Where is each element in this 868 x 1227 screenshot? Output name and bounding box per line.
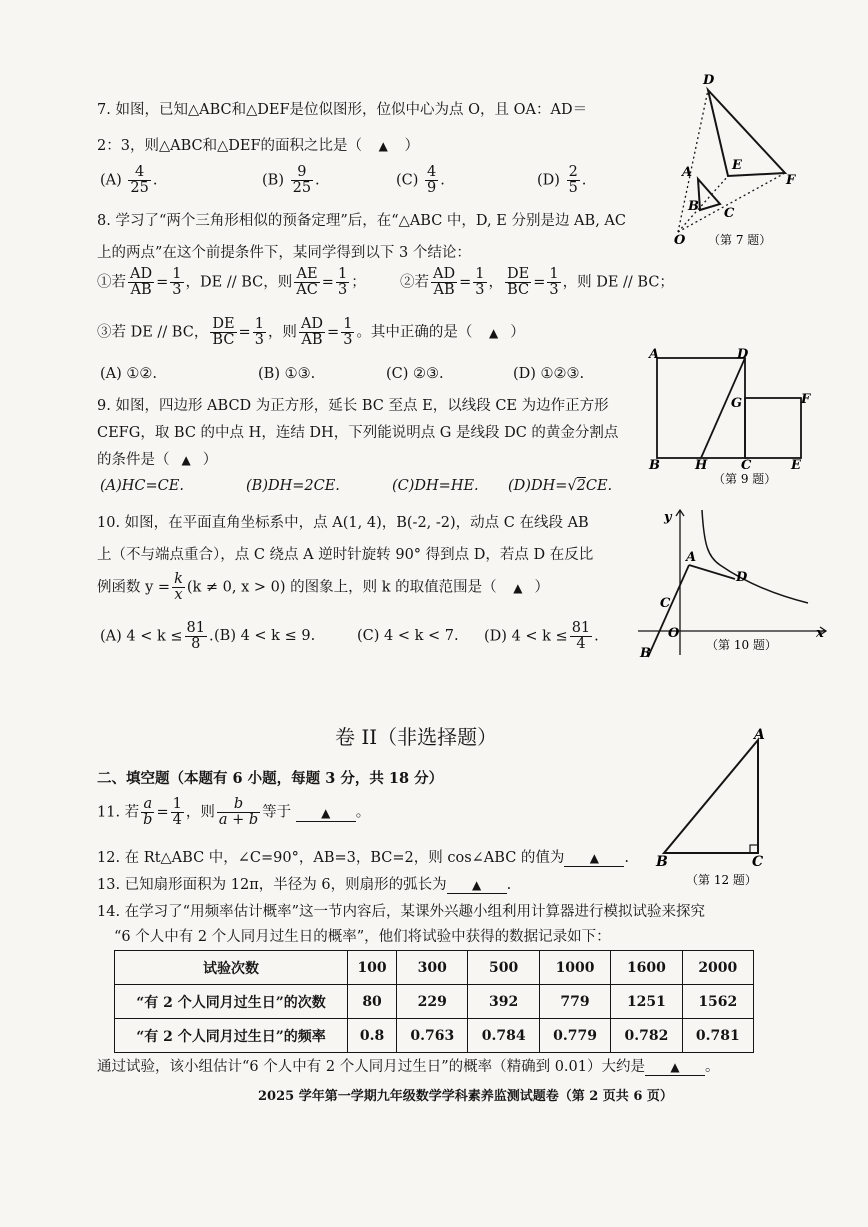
table-cell: 100	[348, 951, 397, 985]
q10-option-b: (B) 4 < k ≤ 9.	[214, 628, 316, 644]
q10-option-c: (C) 4 < k < 7.	[357, 628, 459, 644]
label-d: D	[736, 570, 748, 585]
q7-line2: 2：3，则△ABC和△DEF的面积之比是（ ▲ ）	[97, 138, 419, 154]
answer-marker: ▲	[321, 805, 331, 820]
figure-q9-caption: （第 9 题）	[713, 472, 777, 486]
label-c: C	[752, 854, 764, 870]
q8-line1: 8. 学习了“两个三角形相似的预备定理”后，在“△ABC 中，D, E 分别是边 AB, AC	[97, 213, 626, 229]
page-footer: 2025 学年第一学期九年级数学学科素养监测试题卷（第 2 页共 6 页）	[258, 1089, 673, 1104]
q11: 11. 若 $\frac{a}{b}$ = $\frac{1}{4}$ ，则 $\frac{b}{a + b}$ 等于 ▲ 。	[97, 796, 371, 829]
q14-line2: “6 个人中有 2 个人同月过生日的概率”，他们将试验中获得的数据记录如下：	[114, 929, 611, 945]
answer-marker: ▲	[471, 878, 482, 892]
label-d: D	[737, 347, 749, 362]
q10-line3: 例函数 y = $\frac{k}{x}$ (k ≠ 0, x > 0) 的图象上，则 k 的取值范围是（ ▲ ）	[97, 571, 549, 604]
q9-option-d: (D)DH=√2CE.	[508, 478, 613, 494]
table-cell: 300	[397, 951, 468, 985]
q14-line1: 14. 在学习了“用频率估计概率”这一节内容后，某课外兴趣小组利用计算器进行模拟试验来探究	[97, 904, 705, 920]
q9-line2: CEFG，取 BC 的中点 H，连结 DH，下列能说明点 G 是线段 DC 的黄金分割点	[97, 425, 619, 441]
figure-q7-caption: （第 7 题）	[708, 233, 772, 247]
label-g: G	[731, 396, 743, 411]
q8-conclusion-2: ②若 $\frac{AD}{AB}$ = $\frac{1}{3}$ ， $\frac{DE}{BC}$ = $\frac{1}{3}$ ，则 DE // BC；	[400, 266, 674, 299]
q7-line1: 7. 如图，已知△ABC和△DEF是位似图形，位似中心为点 O，且 OA：AD＝	[97, 102, 588, 118]
q9-line1: 9. 如图，四边形 ABCD 为正方形，延长 BC 至点 E，以线段 CE 为边作正方形	[97, 398, 609, 414]
label-b: B	[688, 199, 699, 214]
table-cell: 1251	[611, 985, 682, 1019]
label-b: B	[649, 458, 660, 473]
label-o: O	[674, 233, 686, 248]
figure-q12	[650, 725, 780, 890]
answer-marker: ▲	[378, 139, 388, 153]
section-heading: 二、填空题（本题有 6 小题，每题 3 分，共 18 分）	[97, 770, 444, 787]
q12: 12. 在 Rt△ABC 中，∠C=90°，AB=3，BC=2，则 cos∠ABC 的值为 ▲ .	[97, 850, 630, 866]
table-cell: 1600	[611, 951, 682, 985]
q7-option-c: (C) $\frac{4}{9}$ .	[396, 164, 445, 197]
answer-marker: ▲	[489, 325, 499, 340]
table-cell: 0.784	[468, 1019, 539, 1053]
label-o: O	[668, 626, 680, 641]
label-x: x	[816, 626, 824, 641]
q10-option-a: (A) 4 < k ≤ $\frac{81}{8}$ .	[100, 620, 214, 653]
figure-q10-caption: （第 10 题）	[706, 638, 777, 652]
label-c: C	[741, 458, 752, 473]
figure-q10	[636, 505, 832, 665]
q8-conclusion-3: ③若 DE // BC， $\frac{DE}{BC}$ = $\frac{1}{3}$ ，则 $\frac{AD}{AB}$ = $\frac{1}{3}$ 。其中正确的是（ ▲ ）	[97, 316, 525, 349]
table-cell: “有 2 个人同月过生日”的频率	[115, 1019, 348, 1053]
label-a: A	[686, 550, 697, 565]
table-cell: 80	[348, 985, 397, 1019]
table-cell: 0.779	[539, 1019, 610, 1053]
q9-option-a: (A)HC=CE.	[100, 478, 184, 494]
figure-q7	[670, 68, 810, 248]
answer-marker: ▲	[670, 1060, 680, 1074]
label-c: C	[724, 206, 735, 221]
label-a: A	[649, 347, 660, 362]
label-c: C	[660, 596, 671, 611]
table-cell: 1000	[539, 951, 610, 985]
table-cell: 0.782	[611, 1019, 682, 1053]
label-d: D	[703, 73, 715, 88]
table-cell: 229	[397, 985, 468, 1019]
q8-option-d: (D) ①②③.	[513, 366, 585, 382]
table-cell: 500	[468, 951, 539, 985]
figure-q12-caption: （第 12 题）	[686, 873, 757, 887]
label-b: B	[640, 646, 651, 661]
q8-line2: 上的两点”在这个前提条件下，某同学得到以下 3 个结论：	[97, 245, 471, 261]
table-row	[115, 985, 754, 1019]
table-cell: “有 2 个人同月过生日”的次数	[115, 985, 348, 1019]
table-cell: 0.763	[397, 1019, 468, 1053]
table-row	[115, 951, 754, 985]
answer-marker: ▲	[589, 851, 600, 865]
q8-option-c: (C) ②③.	[386, 366, 444, 382]
q10-line1: 10. 如图，在平面直角坐标系中，点 A(1, 4)，B(-2, -2)，动点 C 在线段 AB	[97, 515, 589, 531]
label-f: F	[801, 392, 811, 407]
q8-option-a: (A) ①②.	[100, 366, 158, 382]
label-a: A	[682, 165, 693, 180]
answer-marker: ▲	[181, 453, 191, 467]
label-y: y	[664, 510, 672, 525]
table-cell: 392	[468, 985, 539, 1019]
q9-option-c: (C)DH=HE.	[392, 478, 479, 494]
q9-option-b: (B)DH=2CE.	[246, 478, 340, 494]
q14-conclusion: 通过试验，该小组估计“6 个人中有 2 个人同月过生日”的概率（精确到 0.01）大约是 ▲ 。	[97, 1059, 720, 1075]
q8-option-b: (B) ①③.	[258, 366, 316, 382]
q7-option-d: (D) $\frac{2}{5}$ .	[537, 164, 587, 197]
q8-conclusion-1: ①若 $\frac{AD}{AB}$ = $\frac{1}{3}$ ，DE // BC，则 $\frac{AE}{AC}$ = $\frac{1}{3}$ ；	[97, 266, 366, 299]
table-cell: 2000	[682, 951, 753, 985]
frequency-table	[114, 950, 754, 1053]
q10-line2: 上（不与端点重合），点 C 绕点 A 逆时针旋转 90° 得到点 D，若点 D 在反比	[97, 547, 594, 563]
label-e: E	[732, 158, 742, 173]
table-cell: 779	[539, 985, 610, 1019]
label-b: B	[656, 854, 668, 870]
q13: 13. 已知扇形面积为 12π，半径为 6，则扇形的弧长为 ▲ .	[97, 877, 512, 893]
label-f: F	[786, 173, 796, 188]
q9-line3: 的条件是（ ▲ ）	[97, 452, 218, 468]
q7-option-b: (B) $\frac{9}{25}$ .	[262, 164, 320, 197]
q7-option-a: (A) $\frac{4}{25}$ .	[100, 164, 158, 197]
answer-marker: ▲	[513, 580, 523, 595]
table-row	[115, 1019, 754, 1053]
label-h: H	[695, 458, 708, 473]
figure-q9	[645, 345, 820, 490]
label-a: A	[754, 727, 765, 743]
part2-title: 卷 II（非选择题）	[335, 725, 498, 749]
table-cell: 0.781	[682, 1019, 753, 1053]
table-cell: 1562	[682, 985, 753, 1019]
label-e: E	[791, 458, 801, 473]
table-cell: 0.8	[348, 1019, 397, 1053]
table-cell: 试验次数	[115, 951, 348, 985]
q10-option-d: (D) 4 < k ≤ $\frac{81}{4}$ .	[484, 620, 599, 653]
